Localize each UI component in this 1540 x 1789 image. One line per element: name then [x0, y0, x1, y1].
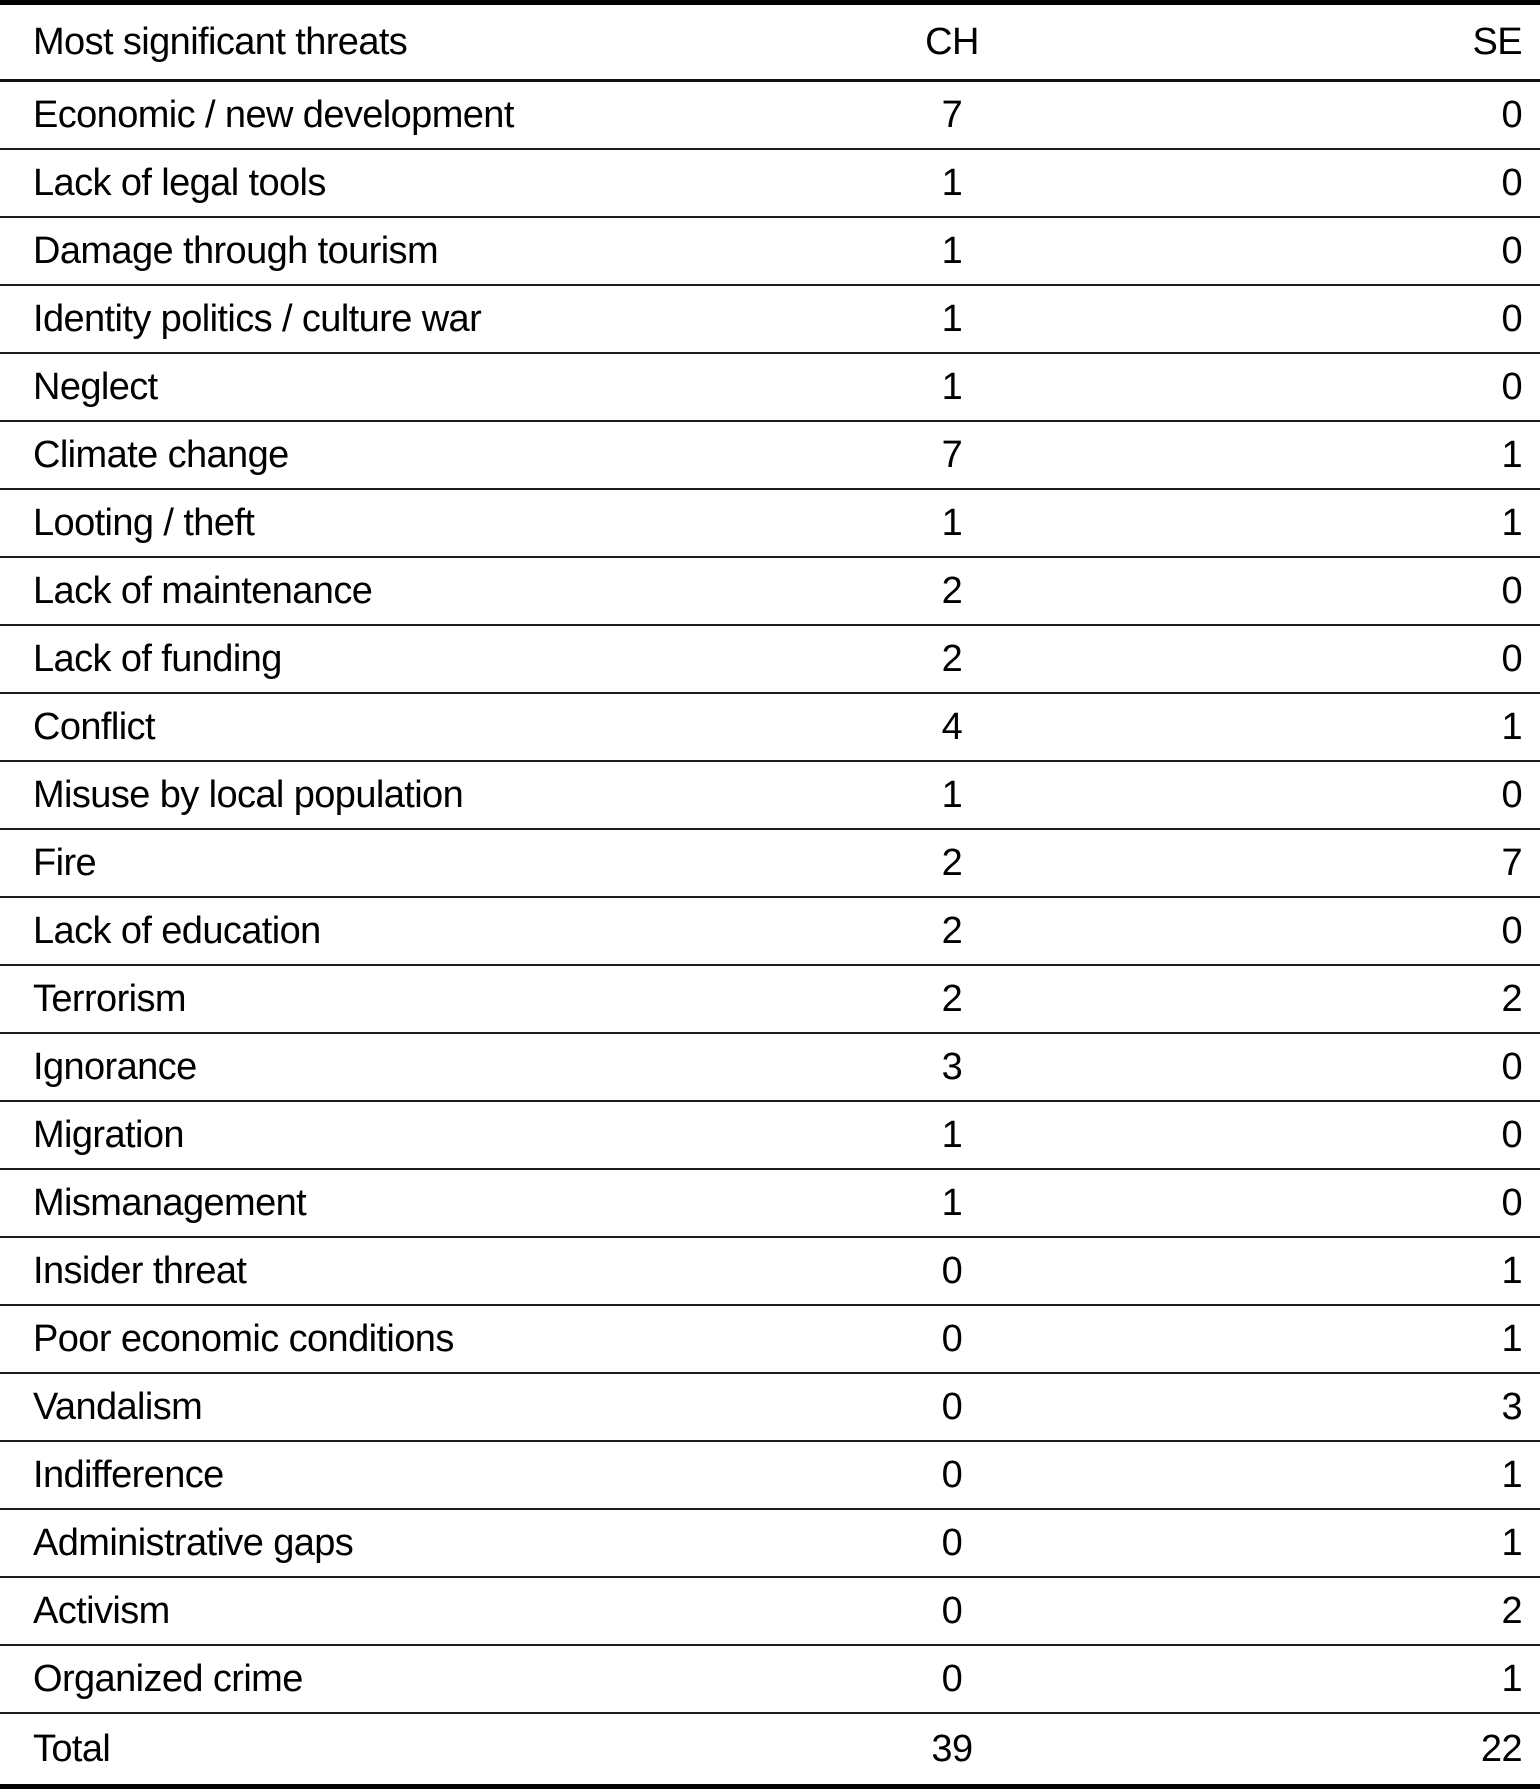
se-value: 1 [1098, 693, 1540, 761]
se-value: 0 [1098, 1033, 1540, 1101]
table-row [0, 897, 1540, 965]
threat-label: Terrorism [0, 965, 806, 1033]
se-value: 3 [1098, 1373, 1540, 1441]
threat-label: Ignorance [0, 1033, 806, 1101]
ch-value: 2 [806, 557, 1098, 625]
se-value: 0 [1098, 81, 1540, 150]
se-value: 1 [1098, 1237, 1540, 1305]
se-value: 0 [1098, 285, 1540, 353]
se-value: 0 [1098, 1169, 1540, 1237]
total-se-value: 22 [1480, 1727, 1522, 1770]
ch-value: 0 [806, 1237, 1098, 1305]
threat-label: Misuse by local population [0, 761, 806, 829]
table-row [0, 761, 1540, 829]
ch-value: 1 [806, 1169, 1098, 1237]
threat-label: Lack of legal tools [0, 149, 806, 217]
table-row [0, 421, 1540, 489]
total-label: Total [33, 1727, 111, 1770]
ch-value: 0 [806, 1509, 1098, 1577]
table-footer [0, 1713, 1540, 1787]
threat-label: Neglect [0, 353, 806, 421]
table-row [0, 557, 1540, 625]
ch-value: 0 [806, 1441, 1098, 1509]
ch-value: 0 [806, 1645, 1098, 1713]
table-row [0, 1509, 1540, 1577]
se-value: 0 [1098, 353, 1540, 421]
table-row [0, 1237, 1540, 1305]
threat-label: Mismanagement [0, 1169, 806, 1237]
se-value: 1 [1098, 489, 1540, 557]
total-row [0, 1713, 1540, 1787]
table-row [0, 1033, 1540, 1101]
threat-label: Lack of funding [0, 625, 806, 693]
table-row [0, 81, 1540, 150]
threat-label: Identity politics / culture war [0, 285, 806, 353]
table-row [0, 217, 1540, 285]
ch-value: 2 [806, 965, 1098, 1033]
threat-label: Indifference [0, 1441, 806, 1509]
table-row [0, 489, 1540, 557]
ch-value: 7 [806, 81, 1098, 150]
ch-value: 1 [806, 353, 1098, 421]
column-header-threats: Most significant threats [0, 3, 806, 81]
table-row [0, 285, 1540, 353]
ch-value: 7 [806, 421, 1098, 489]
table-row [0, 693, 1540, 761]
se-value: 0 [1098, 1101, 1540, 1169]
threat-label: Economic / new development [0, 81, 806, 150]
threat-label: Vandalism [0, 1373, 806, 1441]
column-header-ch: CH [806, 3, 1098, 81]
threat-label: Insider threat [0, 1237, 806, 1305]
se-value: 1 [1098, 1509, 1540, 1577]
table-row [0, 625, 1540, 693]
ch-value: 1 [806, 489, 1098, 557]
table-body [0, 81, 1540, 1714]
se-value: 0 [1098, 557, 1540, 625]
table-row [0, 965, 1540, 1033]
ch-value: 1 [806, 149, 1098, 217]
threat-label: Fire [0, 829, 806, 897]
se-value: 7 [1098, 829, 1540, 897]
ch-value: 0 [806, 1577, 1098, 1645]
se-value: 0 [1098, 149, 1540, 217]
ch-value: 0 [806, 1373, 1098, 1441]
table-row [0, 1645, 1540, 1713]
threat-label: Activism [0, 1577, 806, 1645]
threat-label: Poor economic conditions [0, 1305, 806, 1373]
threat-label: Lack of education [0, 897, 806, 965]
se-value: 1 [1098, 421, 1540, 489]
table-row [0, 149, 1540, 217]
table-row [0, 829, 1540, 897]
ch-value: 2 [806, 625, 1098, 693]
se-value: 1 [1098, 1305, 1540, 1373]
se-value: 0 [1098, 625, 1540, 693]
se-value: 1 [1098, 1441, 1540, 1509]
ch-value: 2 [806, 897, 1098, 965]
table-row [0, 1441, 1540, 1509]
table-row [0, 353, 1540, 421]
ch-value: 1 [806, 285, 1098, 353]
se-value: 0 [1098, 761, 1540, 829]
ch-value: 2 [806, 829, 1098, 897]
table-row [0, 1373, 1540, 1441]
table-row [0, 1101, 1540, 1169]
threat-label: Administrative gaps [0, 1509, 806, 1577]
threat-label: Climate change [0, 421, 806, 489]
threat-label: Organized crime [0, 1645, 806, 1713]
total-ch-value: 39 [931, 1727, 973, 1770]
table-header [0, 3, 1540, 81]
ch-value: 1 [806, 761, 1098, 829]
table-row [0, 1305, 1540, 1373]
se-value: 0 [1098, 897, 1540, 965]
table-row [0, 1169, 1540, 1237]
se-value: 1 [1098, 1645, 1540, 1713]
threat-label: Damage through tourism [0, 217, 806, 285]
table-row [0, 1577, 1540, 1645]
ch-value: 0 [806, 1305, 1098, 1373]
se-value: 0 [1098, 217, 1540, 285]
ch-value: 3 [806, 1033, 1098, 1101]
column-header-se: SE [1098, 3, 1540, 81]
header-row [0, 3, 1540, 81]
se-value: 2 [1098, 965, 1540, 1033]
ch-value: 4 [806, 693, 1098, 761]
threat-label: Migration [0, 1101, 806, 1169]
se-value: 2 [1098, 1577, 1540, 1645]
ch-value: 1 [806, 217, 1098, 285]
threat-label: Lack of maintenance [0, 557, 806, 625]
threat-label: Looting / theft [0, 489, 806, 557]
threat-label: Conflict [0, 693, 806, 761]
ch-value: 1 [806, 1101, 1098, 1169]
